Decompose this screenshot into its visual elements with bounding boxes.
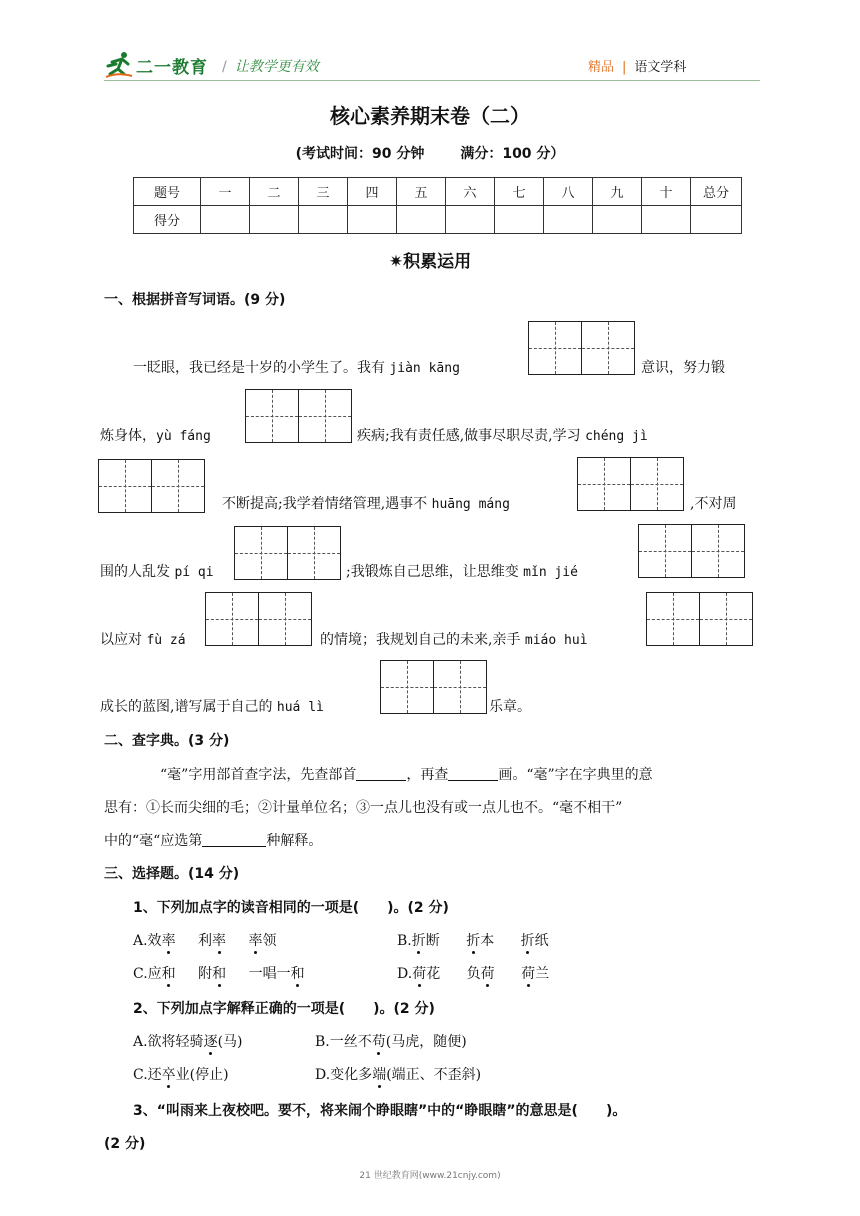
slogan-text: 让教学更有效 bbox=[234, 59, 319, 75]
table-cell: 十 bbox=[642, 178, 691, 206]
answer-box[interactable] bbox=[646, 592, 753, 646]
q1-line-5a: 以应对 fù zá bbox=[100, 632, 186, 648]
page-footer: 21 世纪教育网(www.21cnjy.com) bbox=[359, 1171, 501, 1181]
table-cell: 七 bbox=[495, 178, 544, 206]
q3-sub2: 2、下列加点字解释正确的一项是( )。(2 分) bbox=[133, 1001, 435, 1017]
pinyin: chéng jì bbox=[585, 429, 648, 444]
q1-line-6b: 乐章。 bbox=[489, 699, 531, 715]
exam-time: (考试时间：90 分钟 bbox=[295, 146, 425, 162]
brand-logo bbox=[104, 48, 208, 82]
pinyin: yù fáng bbox=[156, 429, 211, 444]
answer-box[interactable] bbox=[577, 457, 684, 511]
score-cell[interactable] bbox=[642, 206, 691, 234]
q1-line-2b: 疾病;我有责任感,做事尽职尽责,学习 chéng jì bbox=[357, 428, 648, 444]
answer-box[interactable] bbox=[205, 592, 312, 646]
pinyin: huāng máng bbox=[431, 497, 510, 512]
exam-full-score: 满分：100 分） bbox=[460, 146, 565, 162]
q2-line-1: “毫”字用部首查字法，先查部首 ，再查 画。“毫”字在字典里的意 bbox=[160, 767, 653, 783]
answer-box[interactable] bbox=[98, 459, 205, 513]
q1-line-4b: ;我锻炼自己思维，让思维变 mǐn jié bbox=[346, 564, 578, 580]
table-cell: 得分 bbox=[134, 206, 201, 234]
option-D[interactable]: D.荷花 负荷 荷兰 bbox=[397, 966, 550, 982]
option-C[interactable]: C.还卒业(停止) bbox=[133, 1067, 229, 1083]
answer-box[interactable] bbox=[638, 524, 745, 578]
score-table bbox=[133, 177, 742, 234]
score-cell[interactable] bbox=[250, 206, 299, 234]
header-right: 精品 | 语文学科 bbox=[588, 60, 687, 75]
subject-label: 语文学科 bbox=[634, 60, 687, 75]
score-cell[interactable] bbox=[544, 206, 593, 234]
table-cell: 六 bbox=[446, 178, 495, 206]
table-cell: 四 bbox=[348, 178, 397, 206]
q1-line-3a: 不断提高;我学着情绪管理,遇事不 huāng máng bbox=[222, 496, 510, 512]
q2-heading: 二、查字典。(3 分) bbox=[104, 733, 230, 749]
table-cell: 三 bbox=[299, 178, 348, 206]
pinyin: huá lì bbox=[276, 700, 324, 715]
q3-sub3-score: (2 分) bbox=[104, 1136, 146, 1152]
pinyin: pí qi bbox=[174, 565, 214, 580]
page-title: 核心素养期末卷（二） bbox=[330, 104, 530, 128]
score-cell[interactable] bbox=[446, 206, 495, 234]
table-cell: 五 bbox=[397, 178, 446, 206]
q2-line-3: 中的“毫“应选第 种解释。 bbox=[104, 833, 323, 849]
answer-box[interactable] bbox=[234, 526, 341, 580]
pinyin: mǐn jié bbox=[523, 565, 578, 580]
table-cell: 一 bbox=[201, 178, 250, 206]
exam-info bbox=[0, 143, 860, 163]
answer-box[interactable] bbox=[380, 660, 487, 714]
pinyin: fù zá bbox=[146, 633, 186, 648]
score-cell[interactable] bbox=[299, 206, 348, 234]
q3-heading: 三、选择题。(14 分) bbox=[104, 866, 240, 882]
slogan: / 让教学更有效 bbox=[222, 59, 319, 75]
brand-name: 二一教育 bbox=[136, 57, 208, 78]
score-cell[interactable] bbox=[348, 206, 397, 234]
section-heading: ✷积累运用 bbox=[388, 252, 472, 272]
q1-line-1b: 意识，努力锻 bbox=[641, 360, 725, 376]
table-cell: 八 bbox=[544, 178, 593, 206]
q1-line-2a: 炼身体，yù fáng bbox=[100, 428, 211, 444]
score-cell[interactable] bbox=[397, 206, 446, 234]
q1-line-4a: 围的人乱发 pí qi bbox=[100, 564, 214, 580]
option-A[interactable]: A.效率 利率 率领 bbox=[133, 933, 277, 949]
q1-line-5b: 的情境；我规划自己的未来,亲手 miáo huì bbox=[320, 632, 588, 648]
table-cell: 二 bbox=[250, 178, 299, 206]
header-divider bbox=[104, 80, 760, 81]
option-B[interactable]: B.一丝不苟(马虎，随便) bbox=[315, 1034, 467, 1050]
option-D[interactable]: D.变化多端(端正、不歪斜) bbox=[315, 1067, 482, 1083]
score-cell[interactable] bbox=[495, 206, 544, 234]
q1-heading: 一、根据拼音写词语。(9 分) bbox=[104, 292, 286, 308]
q2-line-2: 思有：①长而尖细的毛；②计量单位名；③一点儿也没有或一点儿也不。“毫不相干” bbox=[104, 800, 623, 816]
q1-line-1a: 一眨眼，我已经是十岁的小学生了。我有 jiàn kāng bbox=[133, 360, 460, 376]
answer-box[interactable] bbox=[245, 389, 352, 443]
option-C[interactable]: C.应和 附和 一唱一和 bbox=[133, 966, 305, 982]
table-cell: 九 bbox=[593, 178, 642, 206]
fill-blank[interactable] bbox=[356, 766, 406, 781]
fill-blank[interactable] bbox=[202, 832, 266, 847]
fill-blank[interactable] bbox=[448, 766, 498, 781]
q1-line-6a: 成长的蓝图,谱写属于自己的 huá lì bbox=[100, 699, 324, 715]
score-table-header-row bbox=[134, 178, 742, 206]
score-cell[interactable] bbox=[593, 206, 642, 234]
table-cell: 总分 bbox=[691, 178, 742, 206]
answer-box[interactable] bbox=[528, 321, 635, 375]
q1-line-3b: ,不对周 bbox=[690, 496, 737, 512]
q3-sub1: 1、下列加点字的读音相同的一项是( )。(2 分) bbox=[133, 900, 449, 916]
option-B[interactable]: B.折断 折本 折纸 bbox=[397, 933, 549, 949]
quality-label: 精品 bbox=[588, 60, 615, 75]
pinyin: miáo huì bbox=[524, 633, 588, 648]
option-A[interactable]: A.欲将轻骑逐(马) bbox=[133, 1034, 243, 1050]
runner-icon bbox=[104, 50, 134, 80]
table-cell: 题号 bbox=[134, 178, 201, 206]
score-cell[interactable] bbox=[691, 206, 742, 234]
q3-sub3: 3、“叫雨来上夜校吧。要不，将来闹个睁眼瞎”中的“睁眼瞎”的意思是( )。 bbox=[133, 1103, 627, 1119]
score-table-score-row bbox=[134, 206, 742, 234]
score-cell[interactable] bbox=[201, 206, 250, 234]
pinyin: jiàn kāng bbox=[389, 361, 460, 376]
